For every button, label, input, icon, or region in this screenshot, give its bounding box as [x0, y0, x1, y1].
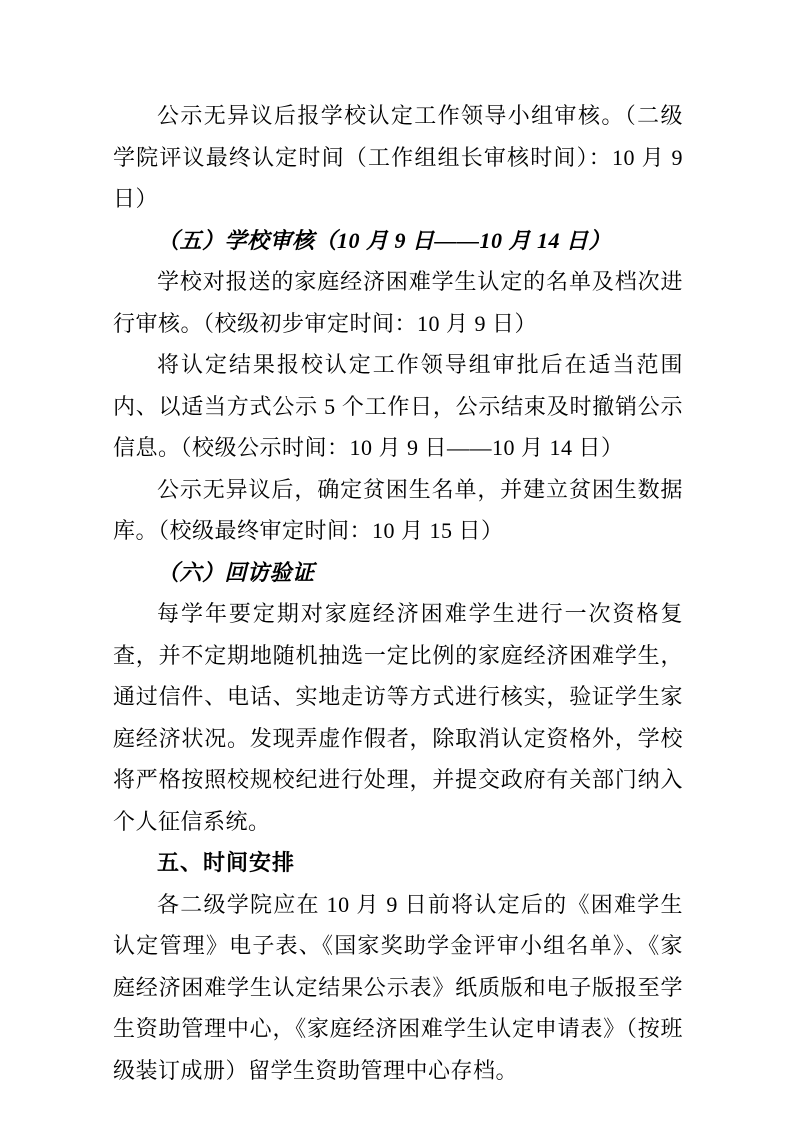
paragraph-submission-requirements: 各二级学院应在 10 月 9 日前将认定后的《困难学生认定管理》电子表、《国家奖助学金评审小组名单》、《家庭经济困难学生认定结果公示表》纸质版和电子版报至学生资助管理中心，《家庭经济困难学生认定申请表》（按班级装订成册）留学生资助管理中心存档。 — [113, 891, 683, 1083]
document-body — [113, 95, 683, 1091]
paragraph-school-audit-detail: 学校对报送的家庭经济困难学生认定的名单及档次进行审核。（校级初步审定时间：10 月 9 日） — [113, 269, 683, 336]
section-heading-5-school-audit: （五）学校审核（10 月 9 日——10 月 14 日） — [157, 227, 612, 253]
paragraph-final-list-database: 公示无异议后，确定贫困生名单，并建立贫困生数据库。（校级最终审定时间：10 月 15 日） — [113, 476, 683, 543]
paragraph-school-review-intro: 公示无异议后报学校认定工作领导小组审核。（二级学院评议最终认定时间（工作组组长审核时间）：10 月 9 日） — [113, 103, 683, 211]
paragraph-publicity-period: 将认定结果报校认定工作领导组审批后在适当范围内、以适当方式公示 5 个工作日，公示结束及时撤销公示信息。（校级公示时间：10 月 9 日——10 月 14 日） — [113, 352, 683, 460]
paragraph-verification-detail: 每学年要定期对家庭经济困难学生进行一次资格复查，并不定期地随机抽选一定比例的家庭经济困难学生，通过信件、电话、实地走访等方式进行核实，验证学生家庭经济状况。发现弄虚作假者，除取消认定资格外，学校将严格按照校规校纪进行处理，并提交政府有关部门纳入个人征信系统。 — [113, 601, 683, 834]
section-heading-6-follow-up-verification: （六）回访验证 — [157, 559, 315, 585]
section-heading-time-arrangement: 五、时间安排 — [157, 850, 296, 875]
